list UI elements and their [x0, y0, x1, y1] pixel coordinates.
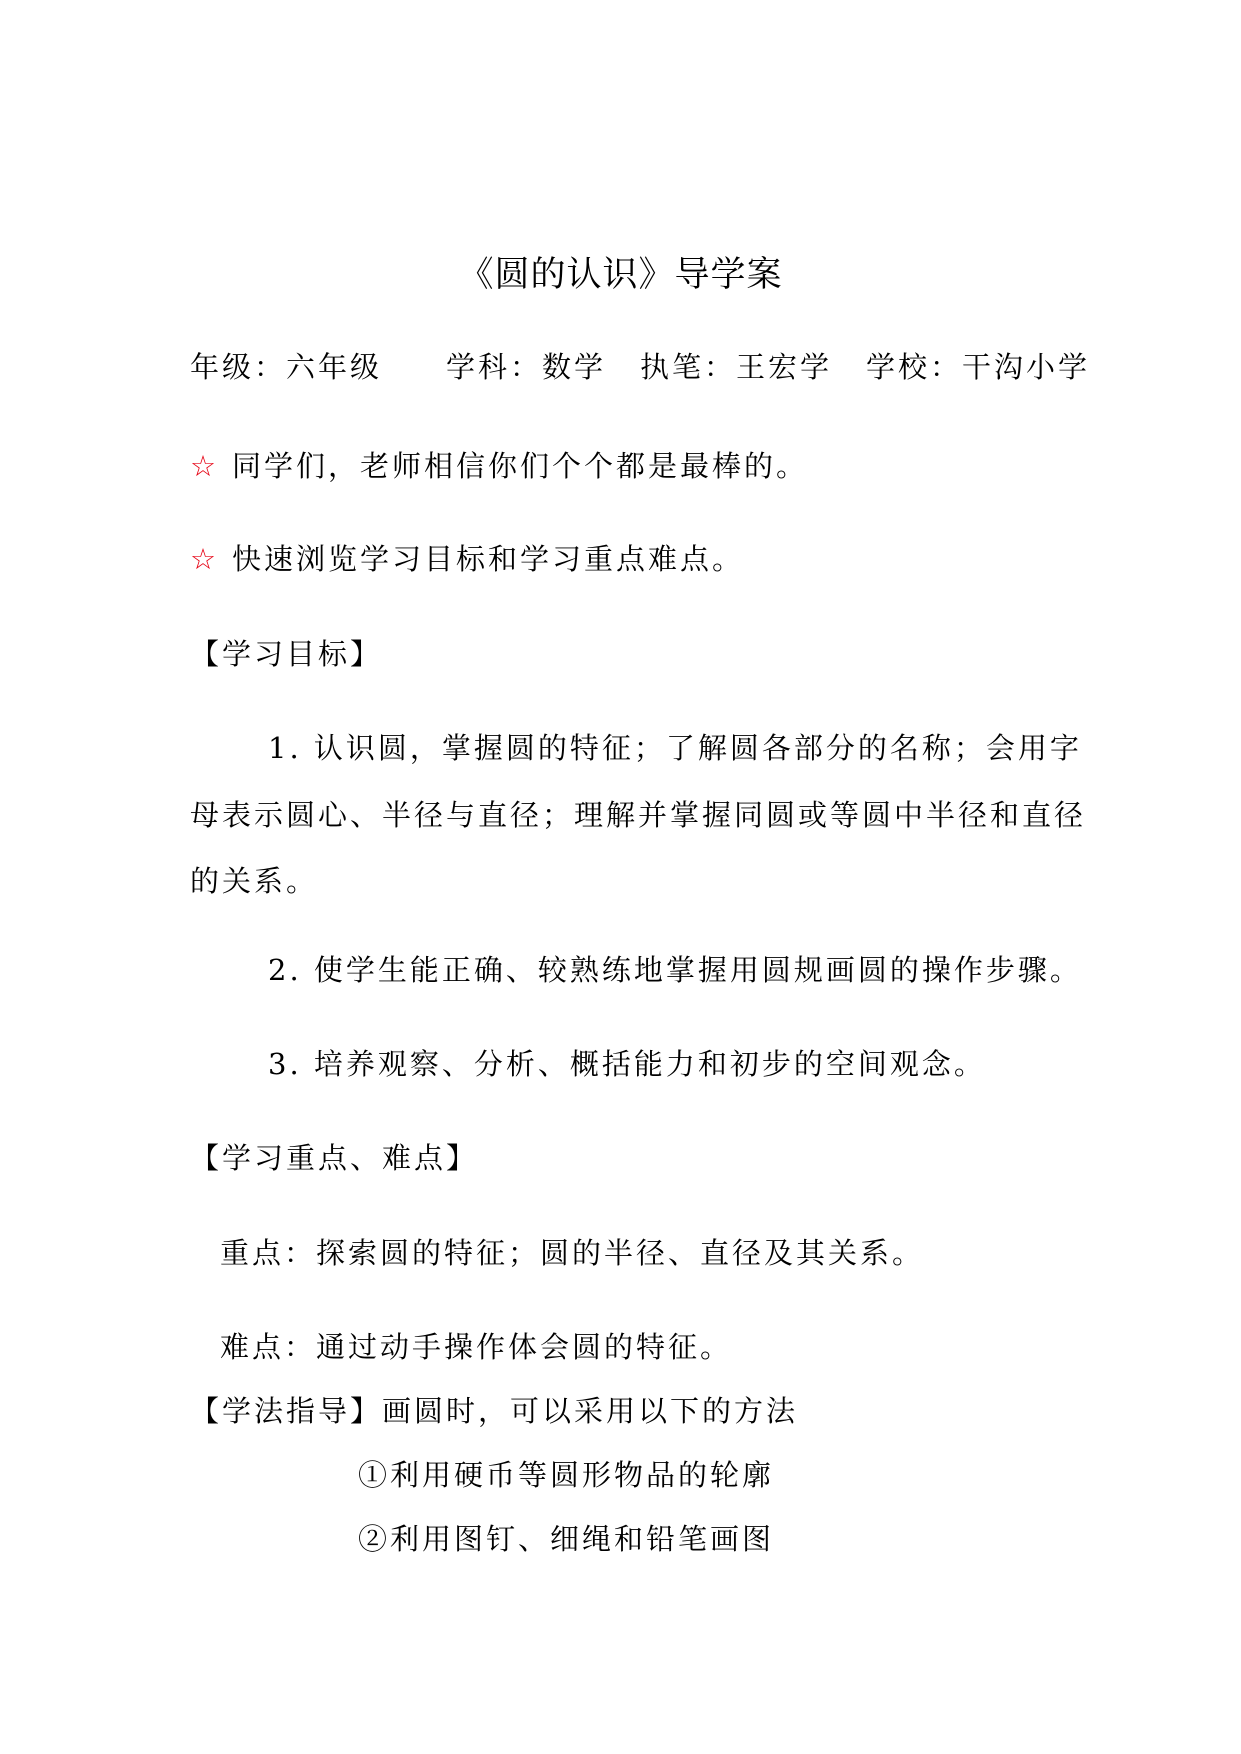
goals-heading: 【学习目标】 [190, 637, 383, 671]
meta-author: 执笔：王宏学 [640, 350, 833, 384]
meta-subject: 学科：数学 [446, 350, 607, 384]
meta-school: 学校：干沟小学 [866, 350, 1091, 384]
goal-1-line-2: 母表示圆心、半径与直径；理解并掌握同圆或等圆中半径和直径 [190, 798, 1087, 832]
document-title: 《圆的认识》导学案 [458, 255, 783, 295]
goal-1-line-1: 1. 认识圆，掌握圆的特征；了解圆各部分的名称；会用字 [268, 731, 1082, 765]
star-icon: ☆ [190, 542, 216, 576]
method-item: ①利用硬币等圆形物品的轮廓 [358, 1458, 775, 1492]
star-icon: ☆ [190, 449, 216, 483]
meta-grade: 年级：六年级 [190, 350, 383, 384]
note-text: 同学们，老师相信你们个个都是最棒的。 [232, 449, 809, 483]
method-line: 【学法指导】画圆时，可以采用以下的方法 [190, 1394, 799, 1428]
difficult-point: 难点：通过动手操作体会圆的特征。 [220, 1330, 733, 1364]
note-text: 快速浏览学习目标和学习重点难点。 [232, 542, 745, 576]
meta-line [190, 347, 1090, 387]
goal-1-line-3: 的关系。 [190, 864, 319, 898]
key-point: 重点：探索圆的特征；圆的半径、直径及其关系。 [220, 1236, 925, 1270]
key-heading: 【学习重点、难点】 [190, 1141, 479, 1175]
note-line [190, 539, 744, 579]
note-line [190, 446, 808, 486]
goal-3: 3. 培养观察、分析、概括能力和初步的空间观念。 [268, 1047, 986, 1081]
goal-2: 2. 使学生能正确、较熟练地掌握用圆规画圆的操作步骤。 [268, 953, 1082, 987]
method-item: ②利用图钉、细绳和铅笔画图 [358, 1522, 775, 1556]
